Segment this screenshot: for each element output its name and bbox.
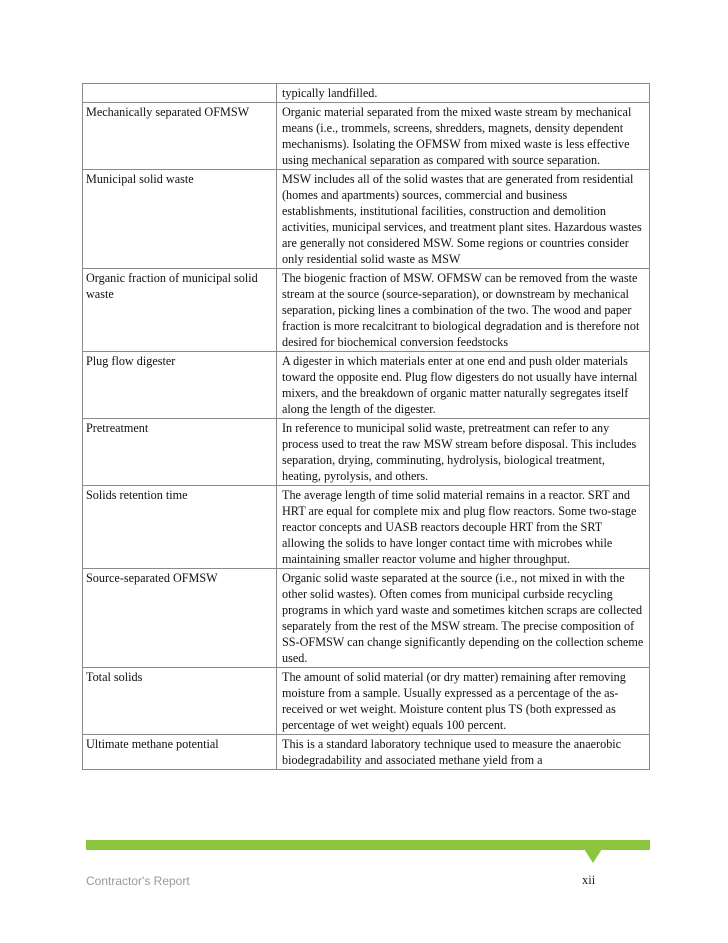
- table-row: [83, 735, 650, 770]
- term-cell: Total solids: [83, 668, 277, 735]
- term-cell: Mechanically separated OFMSW: [83, 103, 277, 170]
- table-row: [83, 352, 650, 419]
- glossary-table: [82, 83, 650, 770]
- definition-cell: The average length of time solid material remains in a reactor. SRT and HRT are equal for complete mix and plug flow reactors. Some two-stage reactor concepts and UASB reactors decouple HRT from the SRT allowing the solids to have longer contact time with microbes while maintaining smaller reactor volume and higher throughput.: [277, 486, 650, 569]
- table-row: [83, 419, 650, 486]
- table-row: [83, 170, 650, 269]
- table-row: [83, 569, 650, 668]
- footer-notch-marker: [584, 849, 602, 863]
- definition-cell: Organic material separated from the mixed waste stream by mechanical means (i.e., trommels, screens, shredders, magnets, density dependent mechanisms). Isolating the OFMSW from mixed waste is less effective using mechanical separation as compared with source separation.: [277, 103, 650, 170]
- table-row: [83, 84, 650, 103]
- table-row: [83, 486, 650, 569]
- definition-cell: Organic solid waste separated at the source (i.e., not mixed in with the other solid wastes). Often comes from municipal curbside recycling programs in which yard waste and sometimes kitchen scraps are collected separately from the rest of the MSW stream. The precise composition of SS-OFMSW can change significantly depending on the collection scheme used.: [277, 569, 650, 668]
- definition-cell: A digester in which materials enter at one end and push older materials toward the opposite end. Plug flow digesters do not usually have internal mixers, and the breakdown of organic matter naturally segregates itself along the length of the digester.: [277, 352, 650, 419]
- footer-page-number: xii: [582, 873, 596, 887]
- footer-accent-bar: [86, 840, 650, 850]
- term-cell: Ultimate methane potential: [83, 735, 277, 770]
- table-row: [83, 103, 650, 170]
- definition-cell: The biogenic fraction of MSW. OFMSW can be removed from the waste stream at the source (source-separation), or downstream by mechanical separation, picking lines a combination of the two. The wood and paper fraction is more recalcitrant to biological degradation and is therefore not desired for biochemical conversion feedstocks: [277, 269, 650, 352]
- term-cell: Organic fraction of municipal solid waste: [83, 269, 277, 352]
- term-cell: Municipal solid waste: [83, 170, 277, 269]
- table-row: [83, 269, 650, 352]
- term-cell: Solids retention time: [83, 486, 277, 569]
- footer-report-title: Contractor's Report: [86, 874, 190, 888]
- term-cell: [83, 84, 277, 103]
- definition-cell: typically landfilled.: [277, 84, 650, 103]
- table-row: [83, 668, 650, 735]
- term-cell: Source-separated OFMSW: [83, 569, 277, 668]
- definition-cell: The amount of solid material (or dry matter) remaining after removing moisture from a sample. Usually expressed as a percentage of the as-received or wet weight. Moisture content plus TS (both expressed as percentage of wet weight) equals 100 percent.: [277, 668, 650, 735]
- definition-cell: MSW includes all of the solid wastes that are generated from residential (homes and apartments) sources, commercial and business establishments, institutional facilities, construction and demolition activities, municipal services, and treatment plant sites. Hazardous wastes are generally not considered MSW. Some regions or countries consider only residential solid waste as MSW: [277, 170, 650, 269]
- term-cell: Plug flow digester: [83, 352, 277, 419]
- term-cell: Pretreatment: [83, 419, 277, 486]
- definition-cell: In reference to municipal solid waste, pretreatment can refer to any process used to treat the raw MSW stream before disposal. This includes separation, drying, comminuting, hydrolysis, biological treatment, heating, pyrolysis, and others.: [277, 419, 650, 486]
- definition-cell: This is a standard laboratory technique used to measure the anaerobic biodegradability and associated methane yield from a: [277, 735, 650, 770]
